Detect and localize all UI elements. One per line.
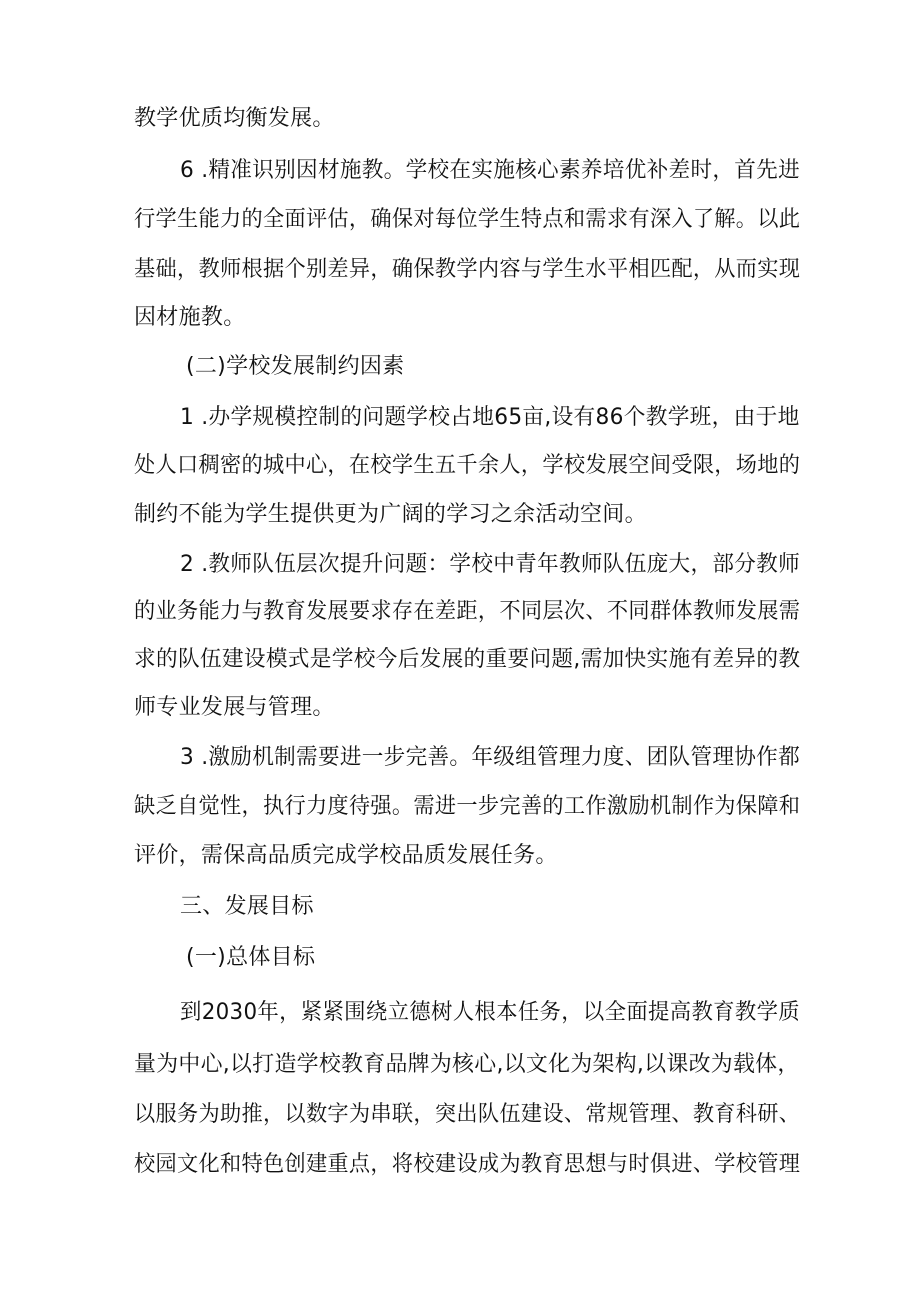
text-line: 以服务为助推，以数字为串联，突出队伍建设、常规管理、教育科研、 (134, 1102, 801, 1127)
text-line: 缺乏自觉性，执行力度待强。需进一步完善的工作激励机制作为保障和 (134, 794, 801, 819)
text-line: 的业务能力与教育发展要求存在差距，不同层次、不同群体教师发展需 (134, 599, 801, 624)
text-line: 到2030年，紧紧围绕立德树人根本任务，以全面提高教育教学质 (180, 1000, 800, 1025)
text-line: 因材施教。 (134, 305, 246, 330)
text-line: 3 .激励机制需要进一步完善。年级组管理力度、团队管理协作都 (180, 745, 801, 770)
text-line: 6 .精准识别因材施教。学校在实施核心素养培优补差时，首先进 (180, 158, 801, 183)
text-line: 制约不能为学生提供更为广阔的学习之余活动空间。 (134, 502, 647, 527)
text-line: 2 .教师队伍层次提升问题：学校中青年教师队伍庞大，部分教师 (180, 552, 801, 577)
text-line: 1 .办学规模控制的问题学校占地65亩,设有86个教学班，由于地 (180, 405, 800, 430)
text-line: 行学生能力的全面评估，确保对每位学生特点和需求有深入了解。以此 (134, 207, 801, 232)
text-line: 校园文化和特色创建重点，将校建设成为教育思想与时俱进、学校管理 (134, 1152, 801, 1177)
subheading: (一)总体目标 (186, 945, 316, 970)
text-line: 基础，教师根据个别差异，确保教学内容与学生水平相匹配，从而实现 (134, 257, 801, 282)
text-line: 求的队伍建设模式是学校今后发展的重要问题,需加快实施有差异的教 (134, 647, 801, 672)
text-line: 师专业发展与管理。 (134, 695, 335, 720)
text-line: 教学优质均衡发展。 (134, 106, 335, 131)
text-line: 处人口稠密的城中心，在校学生五千余人，学校发展空间受限，场地的 (134, 453, 801, 478)
section-heading: 三、发展目标 (180, 894, 314, 919)
subheading: (二)学校发展制约因素 (186, 354, 405, 379)
text-line: 量为中心,以打造学校教育品牌为核心,以文化为架构,以课改为载体， (134, 1052, 800, 1077)
text-line: 评价，需保高品质完成学校品质发展任务。 (134, 843, 558, 868)
